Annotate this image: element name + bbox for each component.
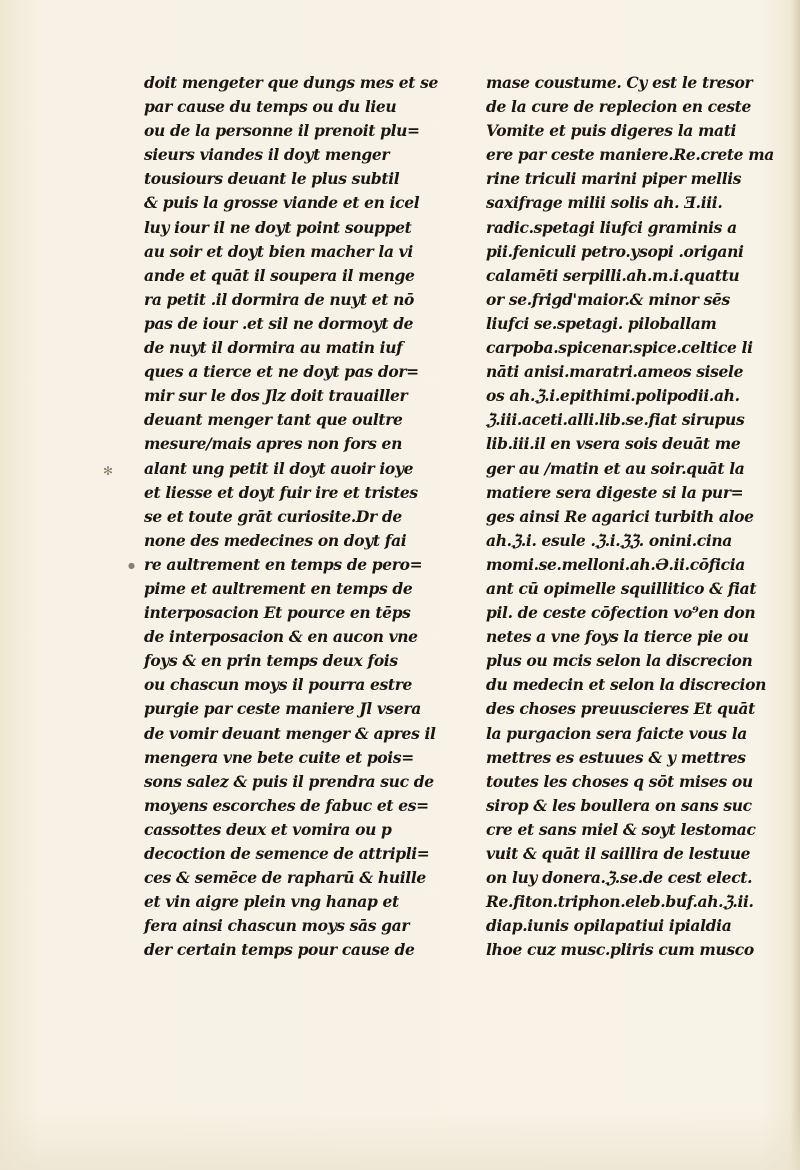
text-line: cre et sans miel & soyt lestomac — [486, 819, 756, 839]
text-line: netes a vne foys la tierce pie ou — [486, 627, 749, 647]
text-line: der certain temps pour cause de — [144, 940, 415, 960]
text-line: ah.ℨ.i. esule .ℨ.i.ℨℨ. onini.cina — [486, 530, 733, 550]
text-line: pii.feniculi petro.ysopi .origani — [486, 241, 744, 261]
text-line: on luy donera.ℨ.se.de cest elect. — [486, 868, 753, 888]
text-line: toutes les choses q sōt mises ou — [486, 771, 753, 791]
text-line: or se.frigd'maior.& minor sēs — [486, 289, 730, 309]
text-line: ande et quāt il soupera il menge — [144, 265, 415, 285]
text-line: luy iour il ne doyt point souppet — [144, 217, 412, 237]
text-line: rine triculi marini piper mellis — [486, 169, 742, 189]
text-line: lib.iii.il en vsera sois deuāt me — [486, 434, 741, 454]
text-line: & puis la grosse viande et en icel — [144, 193, 420, 213]
text-line: plus ou mcis selon la discrecion — [486, 651, 753, 671]
text-line: calamēti serpilli.ah.m.i.quattu — [486, 265, 740, 285]
text-line: ger au /matin et au soir.quāt la — [486, 458, 745, 478]
text-line: ℨ.iii.aceti.alli.lib.se.fiat sirupus — [486, 410, 745, 430]
text-line: diap.iunis opilapatiui ipialdia — [486, 916, 732, 936]
text-line: none des medecines on doyt fai — [144, 530, 407, 550]
text-line: re aultrement en temps de pero= — [144, 554, 423, 574]
text-column-right — [486, 71, 800, 962]
text-line: Vomite et puis digeres la mati — [486, 121, 737, 141]
text-line: des choses preuuscieres Et quāt — [486, 699, 755, 719]
page-bottom-shadow — [0, 1110, 800, 1170]
text-line: doit mengeter que dungs mes et se — [144, 73, 438, 92]
text-line: mir sur le dos Jlz doit trauailler — [144, 386, 408, 406]
text-line: sieurs viandes il doyt menger — [144, 145, 390, 165]
text-line: purgie par ceste maniere Jl vsera — [144, 699, 421, 719]
text-line: ra petit .il dormira de nuyt et nō — [144, 289, 415, 309]
text-line: Re.fiton.triphon.eleb.buf.ah.ℨ.ii. — [486, 892, 754, 912]
text-line: pil. de ceste cōfection vo⁹en don — [486, 603, 756, 623]
text-line: ou chascun moys il pourra estre — [144, 675, 413, 695]
text-line: tousiours deuant le plus subtil — [144, 169, 400, 189]
text-line: os ah.ℨ.i.epithimi.polipodii.ah. — [486, 386, 740, 406]
text-column-left — [144, 71, 466, 962]
text-line: pime et aultrement en temps de — [144, 578, 413, 598]
text-line: sirop & les boullera on sans suc — [486, 795, 752, 815]
text-line: alant ung petit il doyt auoir ioye — [144, 458, 414, 478]
text-line: au soir et doyt bien macher la vi — [144, 241, 413, 261]
text-line: se et toute grāt curiosite.Dr de — [144, 506, 402, 526]
text-line: momi.se.melloni.ah.Ə.ii.cōficia — [486, 554, 745, 574]
page-edge — [790, 0, 800, 1170]
text-line: ques a tierce et ne doyt pas dor= — [144, 362, 419, 382]
margin-mark-icon: ✻ — [103, 464, 114, 478]
text-line: pas de iour .et sil ne dormoyt de — [144, 313, 414, 333]
text-line: moyens escorches de fabuc et es= — [144, 795, 429, 815]
text-line: de nuyt il dormira au matin iuf — [144, 338, 403, 358]
text-line: matiere sera digeste si la pur= — [486, 482, 744, 502]
text-line: interposacion Et pource en tēps — [144, 603, 411, 623]
text-line: liufci se.spetagi. piloballam — [486, 313, 717, 333]
text-line: nāti anisi.maratri.ameos sisele — [486, 362, 744, 382]
text-line: par cause du temps ou du lieu — [144, 97, 397, 117]
text-line: lhoe cuz musc.pliris cum musco — [486, 940, 754, 960]
text-line: de interposacion & en aucon vne — [144, 627, 418, 647]
text-line: et vin aigre plein vng hanap et — [144, 892, 399, 912]
text-line: ant cū opimelle squillitico & fiat — [486, 578, 757, 598]
text-line: mase coustume. Cy est le tresor — [486, 73, 753, 92]
text-line: ces & semēce de rapharū & huille — [144, 868, 426, 888]
margin-dot-icon: ● — [128, 561, 135, 570]
text-line: ere par ceste maniere.Re.crete ma — [486, 145, 774, 165]
text-line: carpoba.spicenar.spice.celtice li — [486, 338, 753, 358]
text-line: ou de la personne il prenoit plu= — [144, 121, 420, 141]
text-line: decoction de semence de attripli= — [144, 844, 430, 863]
text-line: et liesse et doyt fuir ire et tristes — [144, 482, 418, 502]
text-line: mettres es estuues & y mettres — [486, 747, 746, 767]
text-line: ges ainsi Re agarici turbith aloe — [486, 506, 754, 526]
text-line: radic.spetagi liufci graminis a — [486, 217, 737, 237]
text-line: vuit & quāt il saillira de lestuue — [486, 844, 751, 863]
text-line: la purgacion sera faicte vous la — [486, 723, 747, 743]
text-line: de la cure de replecion en ceste — [486, 97, 751, 117]
text-line: deuant menger tant que oultre — [144, 410, 403, 430]
text-line: sons salez & puis il prendra suc de — [144, 771, 434, 791]
text-line: de vomir deuant menger & apres il — [144, 723, 436, 743]
text-line: foys & en prin temps deux fois — [144, 651, 398, 671]
text-line: fera ainsi chascun moys sās gar — [144, 916, 410, 936]
text-line: cassottes deux et vomira ou p — [144, 819, 392, 839]
text-line: saxifrage milii solis ah. Ǝ.iii. — [486, 193, 723, 213]
text-line: mesure/mais apres non fors en — [144, 434, 402, 454]
text-line: du medecin et selon la discrecion — [486, 675, 766, 695]
text-line: mengera vne bete cuite et pois= — [144, 747, 414, 767]
